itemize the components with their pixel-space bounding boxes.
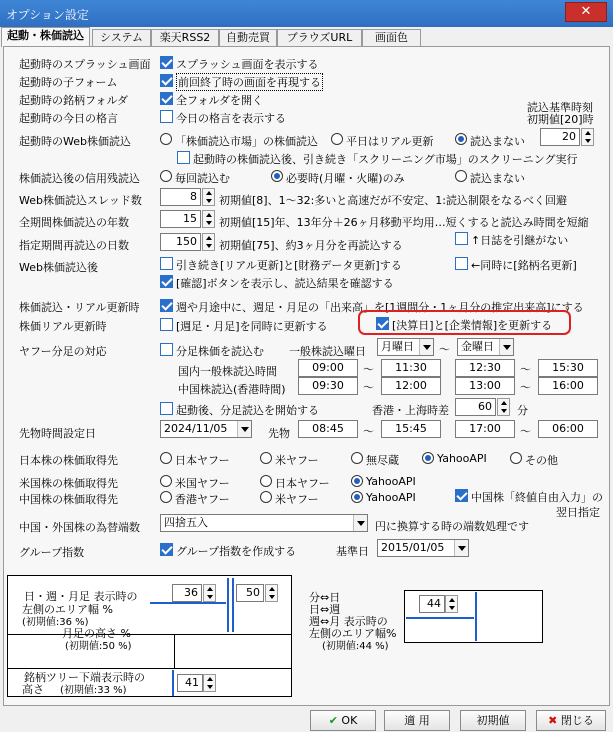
- general-day-label: 一般株読込曜日: [289, 345, 366, 358]
- web-opt1-radio[interactable]: [160, 133, 172, 145]
- cn-opt1-radio[interactable]: [160, 491, 172, 503]
- jp-opt2-radio[interactable]: [260, 452, 272, 464]
- day-from-value: 月曜日: [381, 340, 414, 353]
- jp-opt1-label: 日本ヤフー: [175, 454, 230, 467]
- close-icon: ✖: [548, 714, 558, 727]
- hk-diff-spinner[interactable]: [497, 398, 510, 416]
- nikkei-checkbox-label: ↑日誌を引継がない: [471, 234, 569, 247]
- box1-title: 日・週・月足 表示時の: [24, 590, 138, 603]
- ok-button[interactable]: [310, 710, 376, 731]
- splash-checkbox-label: スプラッシュ画面を表示する: [176, 58, 319, 71]
- box2-line3: 週⇔月 表示時の: [309, 615, 388, 628]
- days-note: 初期値[75]、約3ヶ月分を再読込する: [219, 239, 403, 252]
- box2-input[interactable]: 44: [419, 595, 445, 613]
- nikkei-checkbox[interactable]: [455, 232, 468, 245]
- box3-line2: 高さ: [22, 683, 44, 696]
- ok-label: OK: [341, 714, 358, 727]
- years-label: 全期間株価読込の年数: [19, 216, 129, 229]
- splash-checkbox[interactable]: [160, 56, 173, 69]
- us-opt1-radio[interactable]: [160, 475, 172, 487]
- cn-free-input-label: 中国株「終値自由入力」の: [471, 491, 603, 504]
- china-time-1[interactable]: 09:30: [298, 377, 358, 395]
- base-date-select[interactable]: [377, 539, 469, 557]
- jp-source-label: 日本株の株価取得先: [19, 454, 118, 467]
- window-title: オプション設定: [6, 8, 89, 22]
- us-opt2-label: 日本ヤフー: [275, 477, 330, 490]
- cn-next-day-label: 翌日指定: [556, 506, 600, 519]
- days-label: 指定期間再読込の日数: [19, 239, 129, 252]
- box1-height-arrow: [232, 578, 234, 632]
- cn-opt2-radio[interactable]: [260, 491, 272, 503]
- web-opt1-label: 「株価読込市場」の株価読込: [175, 135, 318, 148]
- domestic-time-4[interactable]: 15:30: [538, 359, 598, 377]
- tilde: ～: [363, 381, 374, 394]
- us-source-label: 米国株の株価取得先: [19, 477, 118, 490]
- folder-label: 起動時の銘柄フォルダ: [19, 94, 129, 107]
- cn-opt2-label: 米ヤフー: [275, 493, 319, 506]
- fx-rounding-value: 四捨五入: [164, 516, 208, 529]
- cn-opt3-label: YahooAPI: [366, 491, 416, 504]
- days-input[interactable]: 150: [160, 233, 201, 251]
- jp-opt4-label: YahooAPI: [437, 452, 487, 465]
- box1-width-arrow: [150, 602, 226, 604]
- hk-diff-label: 香港・上海時差: [372, 404, 449, 417]
- day-to-select[interactable]: [457, 338, 514, 356]
- chevron-down-icon: [419, 339, 433, 355]
- box1-width-spinner[interactable]: [203, 584, 216, 602]
- threads-spinner[interactable]: [202, 188, 215, 206]
- jp-opt3-radio[interactable]: [351, 452, 363, 464]
- box1-width-input[interactable]: 36: [172, 584, 202, 602]
- years-input[interactable]: 15: [160, 210, 201, 228]
- web-opt3-radio[interactable]: [455, 133, 467, 145]
- weekly-monthly-label: [週足・月足]を同時に更新する: [176, 320, 328, 333]
- futures-time-1[interactable]: 08:45: [298, 420, 358, 438]
- std-time-spinner[interactable]: [581, 128, 594, 146]
- realtime-label1: 株価読込・リアル更新時: [19, 301, 140, 314]
- day-from-select[interactable]: [377, 338, 434, 356]
- china-time-2[interactable]: 12:00: [381, 377, 441, 395]
- std-time-input[interactable]: 20: [540, 128, 580, 146]
- jp-opt4-radio[interactable]: [422, 452, 434, 464]
- box1-height-spinner[interactable]: [265, 584, 278, 602]
- futures-time-3[interactable]: 17:00: [455, 420, 515, 438]
- box3-line1: 銘柄ツリー下端表示時の: [24, 671, 145, 684]
- settlement-checkbox[interactable]: [376, 317, 389, 330]
- close-window-button[interactable]: ✕: [565, 2, 607, 22]
- web-opt2-label: 平日はリアル更新: [346, 135, 434, 148]
- tab-screen-color[interactable]: 画面色: [362, 29, 421, 46]
- screening-checkbox[interactable]: [177, 151, 190, 164]
- jp-opt5-radio[interactable]: [510, 452, 522, 464]
- chevron-down-icon: [237, 421, 251, 437]
- realtime-label2: 株価リアル更新時: [19, 320, 107, 333]
- credit-opt2-label: 必要時(月曜・火曜)のみ: [286, 172, 405, 185]
- tab-system[interactable]: システム: [92, 29, 151, 46]
- us-opt3-radio[interactable]: [351, 475, 363, 487]
- box1-height-label: 月足の高さ %: [62, 627, 131, 640]
- base-date-label: 基準日: [336, 545, 369, 558]
- web-opt3-label: 読込まない: [470, 135, 525, 148]
- domestic-time-1[interactable]: 09:00: [298, 359, 358, 377]
- tilde: ～: [363, 363, 374, 376]
- years-note: 初期値[15]年、13年分＋26ヶ月移動平均用…短くすると読込み時間を短縮: [219, 216, 589, 229]
- fx-label: 中国・外国株の為替端数: [19, 521, 140, 534]
- tilde: ～: [520, 381, 531, 394]
- maxim-checkbox-label: 今日の格言を表示する: [176, 112, 286, 125]
- weekly-monthly-checkbox[interactable]: [160, 318, 173, 331]
- screening-checkbox-label: 起動時の株価読込後、引き続き「スクリーニング市場」のスクリーニング実行: [193, 153, 578, 166]
- box1-height-input[interactable]: 50: [236, 584, 264, 602]
- day-tilde: ～: [439, 343, 450, 356]
- cn-source-label: 中国株の株価取得先: [19, 493, 118, 506]
- credit-opt1-label: 毎回読込む: [175, 172, 230, 185]
- maxim-checkbox[interactable]: [160, 110, 173, 123]
- jp-opt3-label: 無尽蔵: [366, 454, 399, 467]
- base-date-value: 2015/01/05: [381, 541, 445, 554]
- box3-height-arrow: [172, 670, 174, 696]
- title-bar: [0, 0, 613, 27]
- check-icon: ✔: [328, 714, 338, 727]
- day-to-value: 金曜日: [461, 340, 494, 353]
- after-checkbox2[interactable]: [455, 257, 468, 270]
- close-label: 閉じる: [560, 714, 594, 727]
- minute-start-checkbox[interactable]: [160, 402, 173, 415]
- after-checkbox1[interactable]: [160, 257, 173, 270]
- hk-diff-input[interactable]: 60: [455, 398, 496, 416]
- minute-checkbox[interactable]: [160, 343, 173, 356]
- box1-init: (初期値:36 %): [22, 617, 89, 628]
- layout-box1-bottom-right: [174, 634, 292, 669]
- box3-input[interactable]: 41: [177, 674, 203, 692]
- volume-estimate-checkbox[interactable]: [160, 299, 173, 312]
- fx-note: 円に換算する時の端数処理です: [375, 520, 529, 533]
- cn-free-input-checkbox[interactable]: [455, 489, 468, 502]
- cn-opt1-label: 香港ヤフー: [175, 493, 230, 506]
- threads-input[interactable]: 8: [160, 188, 201, 206]
- box3-spinner[interactable]: [203, 674, 216, 692]
- box2-line1: 分⇔日: [309, 591, 341, 604]
- folder-checkbox-label: 全フォルダを開く: [176, 94, 264, 107]
- after-checkbox3[interactable]: [160, 275, 173, 288]
- fx-rounding-select[interactable]: [160, 514, 368, 532]
- chevron-down-icon: [454, 540, 468, 556]
- minute-checkbox-label: 分足株価を読込む: [176, 345, 264, 358]
- us-opt1-label: 米国ヤフー: [175, 477, 230, 490]
- after-label: Web株価読込後: [19, 261, 98, 274]
- box2-width-arrow: [406, 617, 474, 619]
- box2-divider-line: [475, 592, 477, 641]
- box2-init: (初期値:44 %): [322, 641, 389, 652]
- credit-opt3-label: 読込まない: [470, 172, 525, 185]
- minute-unit: 分: [517, 404, 528, 417]
- tab-rakuten-rss2[interactable]: 楽天RSS2: [151, 29, 219, 46]
- box2-line2: 日⇔週: [309, 603, 341, 616]
- tab-auto-trade[interactable]: 自動売買: [219, 29, 277, 46]
- futures-label2: 先物: [268, 427, 290, 440]
- tab-browse-url[interactable]: ブラウズURL: [277, 29, 362, 46]
- futures-date-value: 2024/11/05: [164, 422, 228, 435]
- close-button[interactable]: [536, 710, 606, 731]
- years-spinner[interactable]: [202, 210, 215, 228]
- credit-label: 株価読込後の信用残読込: [19, 172, 140, 185]
- us-opt3-label: YahooAPI: [366, 475, 416, 488]
- web-label: 起動時のWeb株価読込: [19, 135, 131, 148]
- apply-button[interactable]: 適 用: [384, 710, 450, 731]
- box1-height-init: (初期値:50 %): [65, 641, 132, 652]
- tab-startup[interactable]: 起動・株価読込: [1, 27, 90, 47]
- reset-defaults-button[interactable]: 初期値: [460, 710, 526, 731]
- folder-checkbox[interactable]: [160, 92, 173, 105]
- futures-time-4[interactable]: 06:00: [538, 420, 598, 438]
- tilde: ～: [363, 425, 374, 438]
- maxim-label: 起動時の今日の格言: [19, 112, 118, 125]
- settlement-label: [決算日]と[企業情報]を更新する: [392, 319, 553, 332]
- std-time-init: 初期値[20]時: [527, 113, 594, 126]
- std-time-label: 読込基準時刻: [527, 101, 593, 114]
- web-opt2-radio[interactable]: [331, 133, 343, 145]
- tilde: ～: [520, 425, 531, 438]
- after-checkbox1-label: 引き続き[リアル更新]と[財務データ更新]する: [176, 259, 402, 272]
- after-checkbox3-label: [確認]ボタンを表示し、読込結果を確認する: [176, 277, 394, 290]
- box3-init: (初期値:33 %): [60, 685, 127, 696]
- chevron-down-icon: [499, 339, 513, 355]
- domestic-time-3[interactable]: 12:30: [455, 359, 515, 377]
- threads-note: 初期値[8]、1～32:多いと高速だが不安定、1:読込制限をなるべく回避: [219, 194, 567, 207]
- minute-start-label: 起動後、分足読込を開始する: [176, 404, 319, 417]
- box1-sub: 左側のエリア幅 %: [22, 603, 113, 616]
- jp-opt5-label: その他: [525, 454, 558, 467]
- volume-estimate-label: 週や月途中に、週足・月足の「出来高」を[1週間分・1ヶ月分の推定出来高]にする: [176, 301, 584, 314]
- group-label: グループ指数: [19, 546, 85, 559]
- child-form-checkbox[interactable]: [160, 74, 173, 87]
- box1-divider-line: [227, 578, 229, 632]
- credit-opt3-radio[interactable]: [455, 170, 467, 182]
- china-time-3[interactable]: 13:00: [455, 377, 515, 395]
- chevron-down-icon: [353, 515, 367, 531]
- splash-label: 起動時のスプラッシュ画面: [19, 58, 151, 71]
- domestic-time-2[interactable]: 11:30: [381, 359, 441, 377]
- jp-opt1-radio[interactable]: [160, 452, 172, 464]
- child-form-checkbox-label: 前回終了時の画面を再現する: [176, 73, 323, 91]
- child-form-label: 起動時の子フォーム: [19, 76, 118, 89]
- threads-label: Web株価読込スレッド数: [19, 194, 142, 207]
- us-opt2-radio[interactable]: [260, 475, 272, 487]
- box2-line4: 左側のエリア幅%: [309, 627, 397, 640]
- futures-time-2[interactable]: 15:45: [381, 420, 441, 438]
- china-time-label: 中国株読込(香港時間): [178, 383, 286, 396]
- jp-opt2-label: 米ヤフー: [275, 454, 319, 467]
- futures-date-select[interactable]: [160, 420, 252, 438]
- days-spinner[interactable]: [202, 233, 215, 251]
- credit-opt1-radio[interactable]: [160, 170, 172, 182]
- after-checkbox2-label: ←同時に[銘柄名更新]: [471, 259, 577, 272]
- cn-opt3-radio[interactable]: [351, 491, 363, 503]
- group-index-checkbox[interactable]: [160, 543, 173, 556]
- china-time-4[interactable]: 16:00: [538, 377, 598, 395]
- group-index-label: グループ指数を作成する: [176, 545, 297, 558]
- box2-spinner[interactable]: [445, 595, 458, 613]
- credit-opt2-radio[interactable]: [271, 170, 283, 182]
- futures-label: 先物時間設定日: [19, 427, 96, 440]
- domestic-time-label: 国内一般株読込時間: [178, 365, 277, 378]
- yahoo-label: ヤフー分足の対応: [19, 345, 107, 358]
- tilde: ～: [520, 363, 531, 376]
